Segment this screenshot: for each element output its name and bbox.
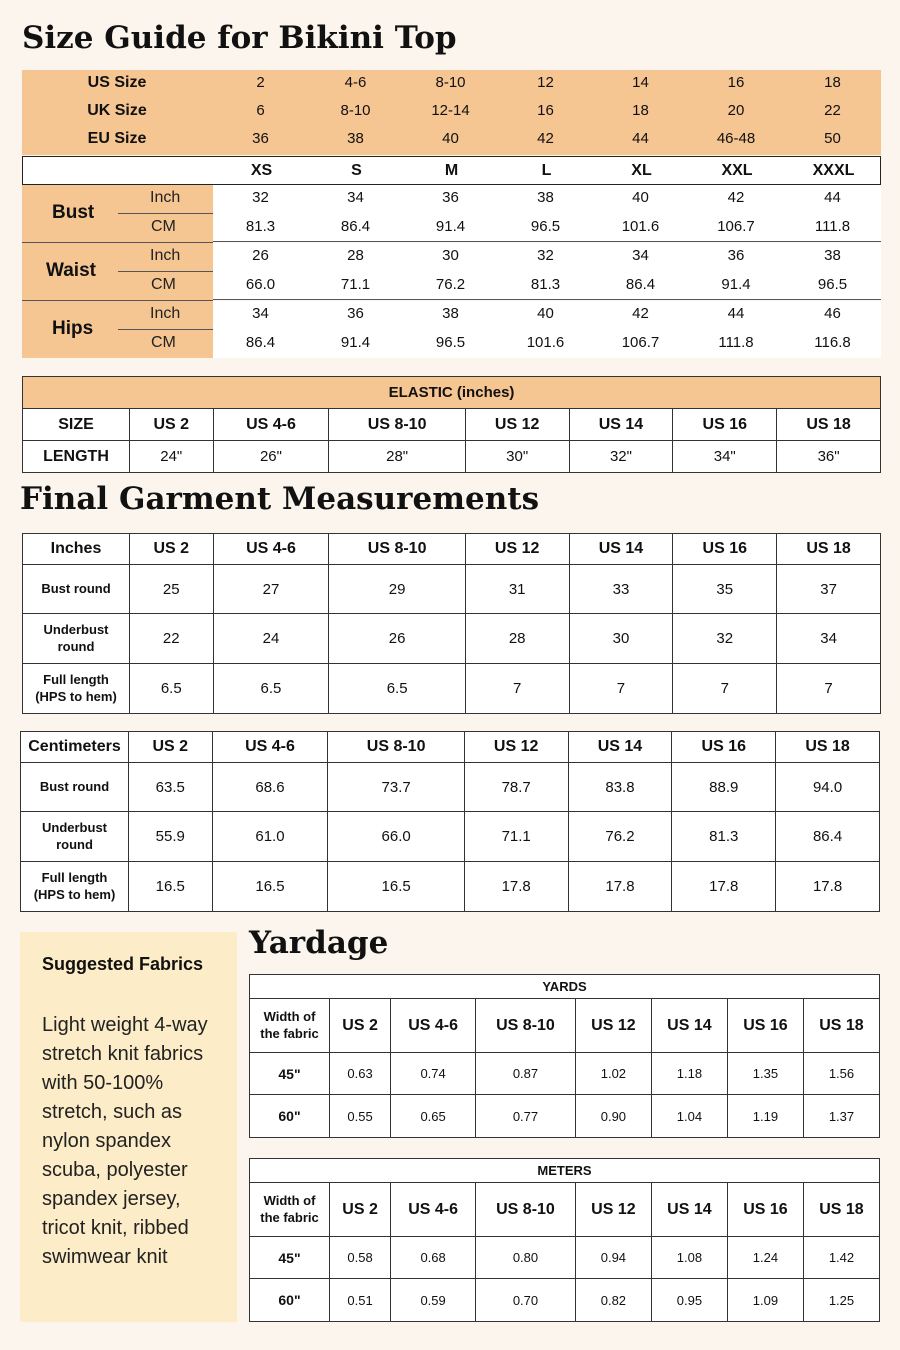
yards-table: [249, 974, 880, 1138]
hips-cm-value: 96.5: [435, 334, 466, 351]
value-cell: 55.9: [129, 812, 213, 862]
value-cell: 1.04: [651, 1095, 727, 1138]
size-header: US 4-6: [213, 534, 329, 565]
size-header: US 16: [673, 534, 777, 565]
uk-size-value: 8-10: [340, 102, 371, 119]
value-cell: 0.65: [391, 1095, 476, 1138]
bust-cm-value: 91.4: [435, 218, 466, 235]
waist-inch-value: 32: [537, 247, 554, 264]
size-header: US 8-10: [476, 1183, 576, 1237]
hips-inch-value: 46: [824, 305, 841, 322]
row-label-line: round: [57, 638, 95, 654]
waist-label-panel: [22, 243, 213, 300]
us-size-value: 14: [632, 74, 649, 91]
divider: [118, 329, 213, 330]
fabric-width-60: 60": [250, 1279, 330, 1322]
value-cell: 27: [213, 565, 329, 614]
elastic-length: 30": [465, 441, 569, 473]
elastic-length: 32": [569, 441, 673, 473]
fabric-width-60: 60": [250, 1095, 330, 1138]
row-label-line: Width of: [263, 1193, 316, 1209]
value-cell: 7: [673, 664, 777, 714]
value-cell: 16.5: [328, 862, 464, 912]
eu-size-value: 40: [442, 130, 459, 147]
cm-label: CM: [151, 276, 176, 293]
row-label-line: Width of: [263, 1009, 316, 1025]
row-label-underbust-round: [23, 614, 130, 664]
row-label-line: Bust round: [41, 580, 111, 596]
hips-inch-value: 36: [347, 305, 364, 322]
waist-values: [213, 243, 881, 300]
elastic-size: US 2: [130, 409, 214, 441]
hips-label: Hips: [52, 318, 94, 339]
size-header: US 2: [129, 732, 213, 763]
fabric-width-45: 45": [250, 1237, 330, 1279]
size-header: US 14: [568, 732, 672, 763]
size-header: US 16: [727, 1183, 803, 1237]
bust-cm-value: 106.7: [717, 218, 755, 235]
value-cell: 26: [329, 614, 465, 664]
value-cell: 94.0: [776, 763, 880, 812]
value-cell: 0.63: [330, 1053, 391, 1095]
bust-inch-value: 32: [252, 189, 269, 206]
value-cell: 88.9: [672, 763, 776, 812]
waist-cm-value: 86.4: [625, 276, 656, 293]
hips-values: [213, 301, 881, 358]
inches-header: Inches: [23, 534, 130, 565]
row-label-bust-round: [21, 763, 129, 812]
uk-size-label: UK Size: [87, 102, 147, 119]
hips-inch-value: 42: [632, 305, 649, 322]
bust-inch-value: 38: [537, 189, 554, 206]
final-inches-table: [22, 533, 881, 714]
bust-label: Bust: [52, 202, 95, 223]
width-of-fabric-label: [250, 999, 330, 1053]
eu-size-value: 50: [824, 130, 841, 147]
size-header: US 4-6: [391, 1183, 476, 1237]
meters-title: METERS: [250, 1159, 880, 1183]
row-label-line: the fabric: [260, 1209, 319, 1225]
elastic-size: US 18: [777, 409, 881, 441]
uk-size-value: 16: [537, 102, 554, 119]
value-cell: 16.5: [129, 862, 213, 912]
uk-size-value: 18: [632, 102, 649, 119]
uk-size-value: 22: [824, 102, 841, 119]
row-label-full-length: [23, 664, 130, 714]
size-header: US 2: [330, 999, 391, 1053]
hips-cm-value: 86.4: [245, 334, 276, 351]
bust-inch-value: 44: [824, 189, 841, 206]
eu-size-row: [22, 130, 881, 158]
size-header: US 4-6: [391, 999, 476, 1053]
row-label-line: (HPS to hem): [35, 688, 117, 704]
value-cell: 1.02: [575, 1053, 651, 1095]
elastic-size-label: SIZE: [23, 409, 130, 441]
value-cell: 28: [465, 614, 569, 664]
size-header: US 4-6: [212, 732, 328, 763]
size-header: US 14: [569, 534, 673, 565]
hips-cm-value: 106.7: [621, 334, 660, 351]
fabric-width-45: 45": [250, 1053, 330, 1095]
value-cell: 17.8: [672, 862, 776, 912]
size-header: US 2: [130, 534, 214, 565]
elastic-length: 26": [213, 441, 329, 473]
hips-label-panel: [22, 301, 213, 358]
waist-cm-value: 91.4: [721, 276, 751, 293]
value-cell: 73.7: [328, 763, 464, 812]
value-cell: 33: [569, 565, 673, 614]
letter-size: L: [541, 162, 552, 179]
eu-size-value: 46-48: [716, 130, 756, 147]
value-cell: 7: [777, 664, 881, 714]
value-cell: 0.51: [330, 1279, 391, 1322]
waist-cm-value: 81.3: [530, 276, 561, 293]
waist-cm-value: 66.0: [245, 276, 276, 293]
value-cell: 22: [130, 614, 214, 664]
size-header: US 16: [672, 732, 776, 763]
us-size-label: US Size: [87, 74, 147, 91]
us-size-row: [22, 74, 881, 102]
size-header: US 2: [330, 1183, 391, 1237]
row-label-line: Full length: [41, 870, 108, 886]
suggested-fabrics-body: Light weight 4-way stretch knit fabrics with 50-100% stretch, such as nylon spandex scuba, polyester spandex jersey, tricot knit, ribbed swimwear knit: [42, 1014, 208, 1268]
bust-inch-value: 34: [347, 189, 364, 206]
yards-title: YARDS: [250, 975, 880, 999]
bust-cm-value: 86.4: [340, 218, 371, 235]
eu-size-value: 38: [347, 130, 364, 147]
cm-label: CM: [151, 334, 176, 351]
value-cell: 0.58: [330, 1237, 391, 1279]
elastic-length: 24": [130, 441, 214, 473]
value-cell: 6.5: [213, 664, 329, 714]
bust-label-panel: [22, 185, 213, 242]
row-label-line: Underbust: [42, 820, 107, 836]
value-cell: 0.74: [391, 1053, 476, 1095]
yardage-title: Yardage: [249, 925, 389, 961]
uk-size-row: [22, 102, 881, 130]
value-cell: 34: [777, 614, 881, 664]
value-cell: 6.5: [130, 664, 214, 714]
value-cell: 29: [329, 565, 465, 614]
size-header: US 12: [575, 999, 651, 1053]
us-size-value: 18: [824, 74, 841, 91]
value-cell: 1.19: [727, 1095, 803, 1138]
value-cell: 1.18: [651, 1053, 727, 1095]
inch-label: Inch: [150, 305, 181, 322]
elastic-size: US 14: [569, 409, 673, 441]
waist-label: Waist: [46, 260, 96, 281]
value-cell: 17.8: [568, 862, 672, 912]
value-cell: 86.4: [776, 812, 880, 862]
elastic-title: ELASTIC (inches): [23, 377, 881, 409]
letter-size: M: [444, 162, 459, 179]
eu-size-value: 44: [632, 130, 649, 147]
size-header: US 18: [803, 1183, 879, 1237]
letter-size: XXL: [721, 162, 753, 179]
value-cell: 31: [465, 565, 569, 614]
inch-label: Inch: [150, 189, 181, 206]
elastic-size: US 4-6: [213, 409, 329, 441]
us-size-value: 4-6: [344, 74, 367, 91]
waist-cm-value: 71.1: [340, 276, 371, 293]
row-label-bust-round: [23, 565, 130, 614]
hips-cm-value: 101.6: [526, 334, 565, 351]
size-header: US 8-10: [328, 732, 464, 763]
row-label-line: the fabric: [260, 1025, 319, 1041]
value-cell: 66.0: [328, 812, 464, 862]
waist-inch-value: 28: [347, 247, 364, 264]
value-cell: 7: [569, 664, 673, 714]
final-centimeters-table: [20, 731, 880, 912]
hips-cm-value: 111.8: [718, 334, 754, 351]
divider: [213, 299, 881, 300]
elastic-size: US 8-10: [329, 409, 465, 441]
letter-size: S: [351, 162, 362, 179]
divider: [22, 300, 213, 301]
bust-cm-value: 101.6: [621, 218, 660, 235]
size-header: US 18: [803, 999, 879, 1053]
divider: [213, 241, 881, 242]
divider: [118, 271, 213, 272]
final-measurements-title: Final Garment Measurements: [20, 481, 540, 517]
size-conversion-block: [22, 70, 881, 155]
bust-cm-value: 81.3: [245, 218, 276, 235]
hips-cm-value: 116.8: [814, 334, 851, 351]
us-size-value: 16: [727, 74, 745, 91]
bust-inch-value: 42: [727, 189, 745, 206]
value-cell: 1.24: [727, 1237, 803, 1279]
elastic-size: US 16: [673, 409, 777, 441]
hips-inch-value: 34: [252, 305, 269, 322]
waist-cm-value: 76.2: [435, 276, 466, 293]
uk-size-value: 6: [256, 102, 265, 119]
hips-cm-value: 91.4: [340, 334, 371, 351]
value-cell: 16.5: [212, 862, 328, 912]
waist-inch-value: 38: [824, 247, 841, 264]
value-cell: 7: [465, 664, 569, 714]
value-cell: 0.80: [476, 1237, 576, 1279]
divider: [118, 213, 213, 214]
eu-size-value: 42: [537, 130, 554, 147]
size-header: US 12: [575, 1183, 651, 1237]
size-header: US 14: [651, 999, 727, 1053]
value-cell: 0.82: [575, 1279, 651, 1322]
elastic-size: US 12: [465, 409, 569, 441]
row-label-full-length: [21, 862, 129, 912]
value-cell: 1.09: [727, 1279, 803, 1322]
elastic-table: [22, 376, 881, 473]
value-cell: 1.25: [803, 1279, 879, 1322]
row-label-line: (HPS to hem): [33, 886, 116, 902]
value-cell: 17.8: [776, 862, 880, 912]
row-label-line: Underbust: [43, 622, 109, 638]
row-label-underbust-round: [21, 812, 129, 862]
value-cell: 68.6: [212, 763, 328, 812]
value-cell: 1.35: [727, 1053, 803, 1095]
centimeters-header: Centimeters: [21, 732, 129, 763]
us-size-value: 2: [256, 74, 265, 91]
size-header: US 18: [777, 534, 881, 565]
divider: [22, 242, 213, 243]
bust-measurement-block: [22, 185, 881, 242]
bust-inch-value: 40: [632, 189, 649, 206]
value-cell: 78.7: [464, 763, 568, 812]
value-cell: 81.3: [672, 812, 776, 862]
bust-values: [213, 185, 881, 242]
meters-table: [249, 1158, 880, 1322]
value-cell: 6.5: [329, 664, 465, 714]
value-cell: 1.42: [803, 1237, 879, 1279]
waist-inch-value: 30: [442, 247, 459, 264]
value-cell: 0.68: [391, 1237, 476, 1279]
value-cell: 1.56: [803, 1053, 879, 1095]
letter-size: XXXL: [812, 162, 855, 179]
value-cell: 0.59: [391, 1279, 476, 1322]
row-label-line: round: [56, 836, 93, 852]
size-header: US 12: [464, 732, 568, 763]
inch-label: Inch: [150, 247, 181, 264]
elastic-length-label: LENGTH: [23, 441, 130, 473]
waist-inch-value: 26: [252, 247, 269, 264]
value-cell: 24: [213, 614, 329, 664]
value-cell: 0.70: [476, 1279, 576, 1322]
elastic-length: 34": [673, 441, 777, 473]
suggested-fabrics-panel: [20, 932, 237, 1322]
uk-size-value: 12-14: [431, 102, 470, 119]
value-cell: 71.1: [464, 812, 568, 862]
letter-size: XS: [250, 162, 273, 179]
value-cell: 25: [130, 565, 214, 614]
size-guide-table: [22, 70, 881, 351]
value-cell: 1.08: [651, 1237, 727, 1279]
value-cell: 30: [569, 614, 673, 664]
value-cell: 17.8: [464, 862, 568, 912]
row-label-line: Full length: [43, 672, 109, 688]
value-cell: 83.8: [568, 763, 672, 812]
size-header: US 18: [776, 732, 880, 763]
waist-measurement-block: [22, 243, 881, 300]
size-header: US 14: [651, 1183, 727, 1237]
value-cell: 0.87: [476, 1053, 576, 1095]
value-cell: 0.95: [651, 1279, 727, 1322]
value-cell: 63.5: [129, 763, 213, 812]
hips-inch-value: 44: [727, 305, 745, 322]
us-size-value: 12: [537, 74, 554, 91]
uk-size-value: 20: [727, 102, 745, 119]
size-header: US 8-10: [476, 999, 576, 1053]
letter-size: XL: [631, 162, 652, 179]
waist-inch-value: 34: [632, 247, 649, 264]
us-size-value: 8-10: [435, 74, 466, 91]
elastic-length: 28": [329, 441, 465, 473]
row-label-line: Bust round: [39, 778, 110, 794]
bust-cm-value: 111.8: [814, 218, 851, 235]
waist-inch-value: 36: [727, 247, 745, 264]
value-cell: 1.37: [803, 1095, 879, 1138]
value-cell: 76.2: [568, 812, 672, 862]
bust-inch-value: 36: [442, 189, 459, 206]
value-cell: 0.94: [575, 1237, 651, 1279]
value-cell: 0.90: [575, 1095, 651, 1138]
value-cell: 35: [673, 565, 777, 614]
hips-measurement-block: [22, 301, 881, 358]
value-cell: 0.55: [330, 1095, 391, 1138]
eu-size-value: 36: [252, 130, 269, 147]
size-header: US 12: [465, 534, 569, 565]
elastic-length: 36": [777, 441, 881, 473]
letter-size-row: [22, 156, 881, 185]
value-cell: 61.0: [212, 812, 328, 862]
waist-cm-value: 96.5: [817, 276, 848, 293]
value-cell: 0.77: [476, 1095, 576, 1138]
eu-size-label: EU Size: [87, 130, 147, 147]
value-cell: 37: [777, 565, 881, 614]
value-cell: 32: [673, 614, 777, 664]
cm-label: CM: [151, 218, 176, 235]
size-guide-title: Size Guide for Bikini Top: [22, 20, 457, 56]
size-header: US 8-10: [329, 534, 465, 565]
suggested-fabrics-title: Suggested Fabrics: [42, 954, 204, 974]
bust-cm-value: 96.5: [530, 218, 561, 235]
hips-inch-value: 38: [442, 305, 459, 322]
width-of-fabric-label: [250, 1183, 330, 1237]
hips-inch-value: 40: [537, 305, 554, 322]
size-header: US 16: [727, 999, 803, 1053]
